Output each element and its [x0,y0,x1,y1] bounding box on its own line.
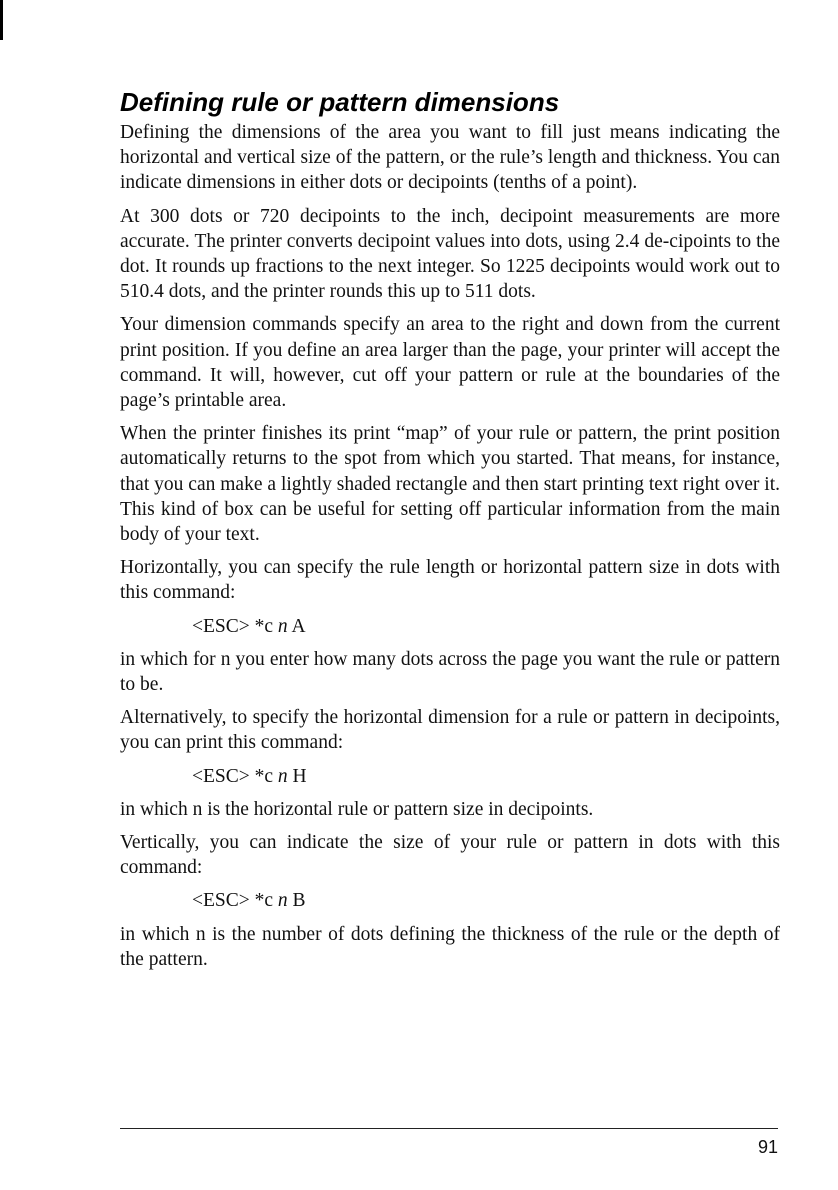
scan-edge-mark [0,0,3,40]
footer-rule [120,1128,778,1129]
paragraph-10: in which n is the number of dots defining the thickness of the rule or the depth of the pattern. [120,923,780,970]
paragraph-1: Defining the dimensions of the area you want to fill just means indicating the horizontal and vertical size of the pattern, or the rule’s length and thickness. You can indicate dimensions in either dots or decipoints (tenths of a point). [120,122,780,194]
paragraph-9: Vertically, you can indicate the size of your rule or pattern in dots with this command: [120,832,780,879]
command-rule-height-dots [192,888,780,913]
command-suffix: B [287,890,306,912]
page-body [120,86,780,980]
paragraph-5: Horizontally, you can specify the rule length or horizontal pattern size in dots with this command: [120,557,780,604]
command-suffix: A [287,615,306,637]
command-rule-length-dots [192,614,780,639]
paragraph-6: in which for n you enter how many dots across the page you want the rule or pattern to be. [120,648,780,696]
paragraph-8: in which n is the horizontal rule or pattern size in decipoints. [120,798,594,820]
paragraph-3: Your dimension commands specify an area to the right and down from the current print position. If you define an area larger than the page, your printer will accept the command. It will, however, cut off your pattern or rule at the boundaries of the page’s printable area. [120,314,780,412]
paragraph-4: When the printer finishes its print “map” of your rule or pattern, the print position automatically returns to the spot from which you started. That means, for instance, that you can make a lightly shaded rectangle and then start printing text right over it. This kind of box can be useful for setting off particular information from the main body of your text. [120,423,780,546]
paragraph-2: At 300 dots or 720 decipoints to the inch, decipoint measurements are more accurate. The printer converts decipoint values into dots, using 2.4 de-cipoints to the dot. It rounds up fractions to the next integer. So 1225 decipoints would work out to 510.4 dots, and the printer rounds this up to 511 dots. [120,205,780,303]
command-prefix: <ESC> *c [192,765,278,787]
command-prefix: <ESC> *c [192,615,278,637]
command-suffix: H [287,765,307,787]
command-rule-length-decipoints [192,764,780,789]
command-variable: n [277,615,288,637]
section-heading: Defining rule or pattern dimensions [120,87,560,117]
command-variable: n [277,765,288,787]
page-number: 91 [757,1137,778,1157]
command-variable: n [277,890,288,912]
command-prefix: <ESC> *c [192,890,278,912]
paragraph-7: Alternatively, to specify the horizontal dimension for a rule or pattern in decipoints, you can print this command: [120,707,780,754]
